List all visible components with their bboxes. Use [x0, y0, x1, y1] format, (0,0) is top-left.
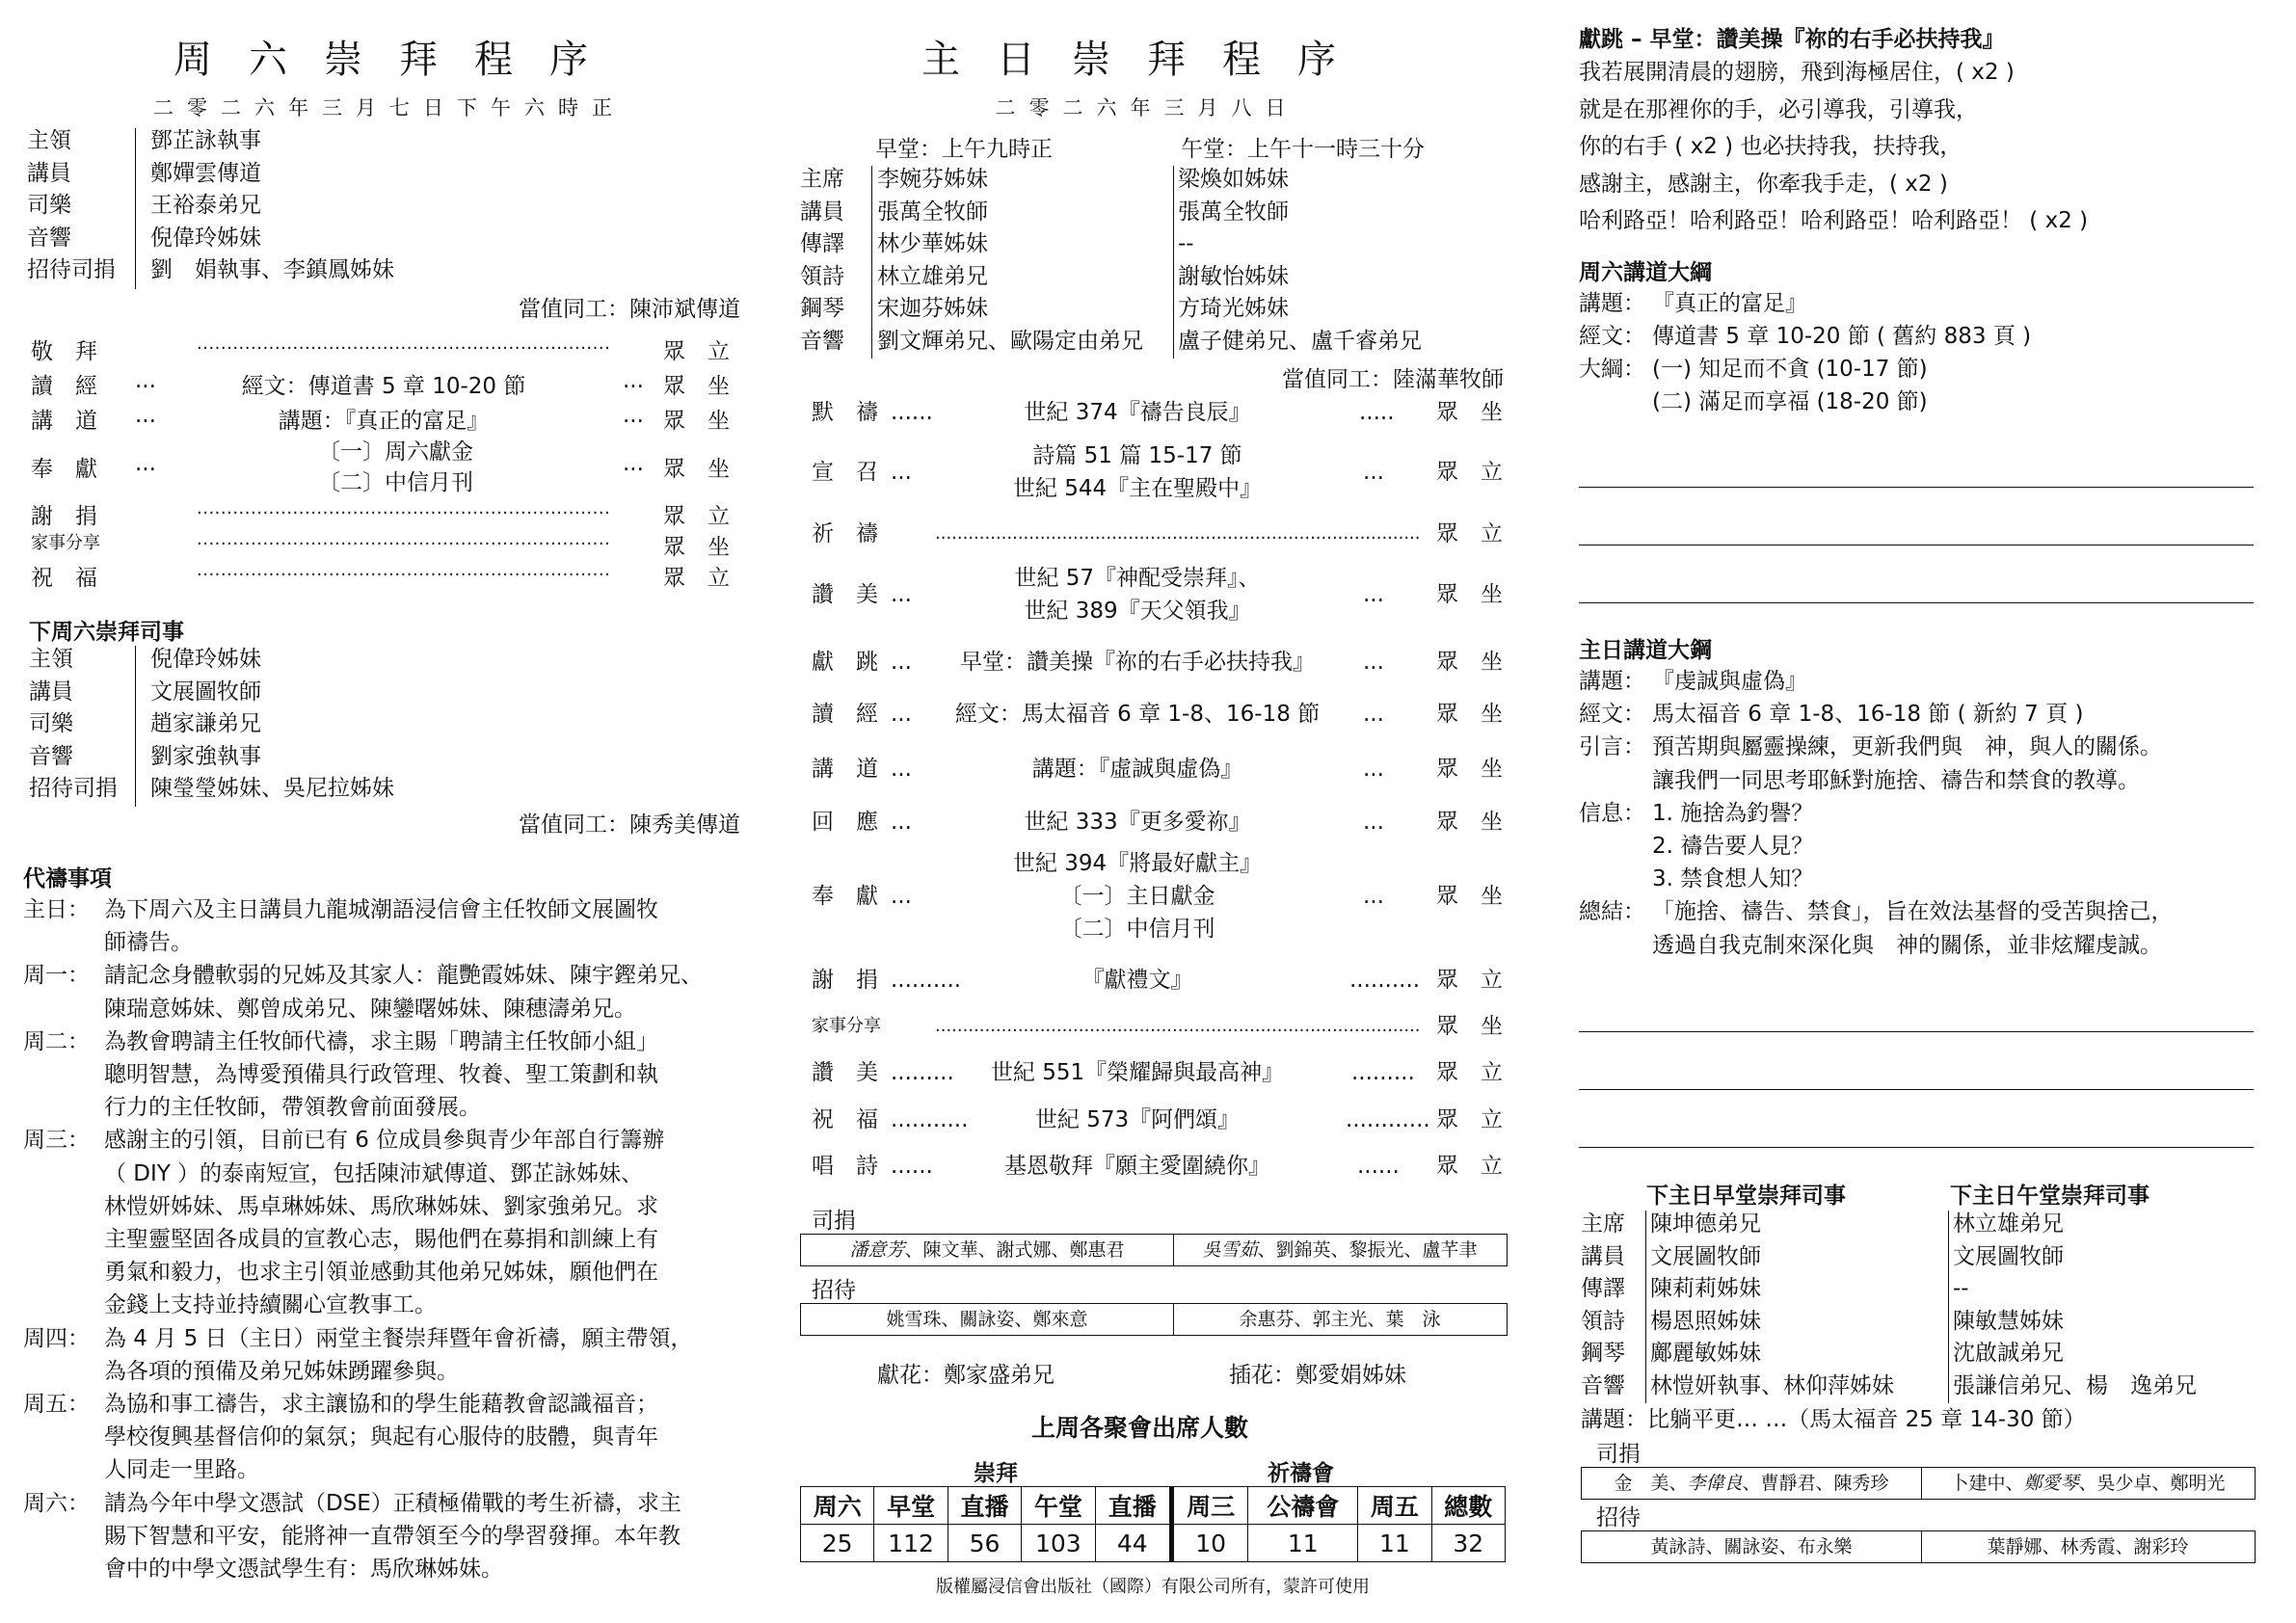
order-dots-right: ... [1363, 884, 1384, 909]
prayer-line: 聰明智慧，為博愛預備具行政管理、牧養、聖工策劃和執 [104, 1062, 658, 1087]
offering-box [800, 1234, 1508, 1266]
order-dots-left: ......... [891, 1060, 954, 1085]
order-line: ........................................................................................ [935, 1016, 1421, 1036]
att-header: 早堂 [874, 1487, 948, 1525]
order-dots-right: ......... [1351, 1060, 1415, 1085]
order-dots-right: ... [1363, 810, 1384, 835]
prayer-line: 會中的中學文憑試學生有：馬欣琳姊妹。 [104, 1556, 503, 1582]
att-header: 總數 [1431, 1487, 1505, 1525]
order-item: 奉 獻 [812, 884, 878, 909]
role-row [29, 708, 742, 740]
order-dots-left: ........... [891, 1107, 969, 1132]
order-item: 宣 召 [812, 460, 878, 485]
order-dots-right: ............ [1346, 1107, 1430, 1132]
role-label: 音響 [27, 225, 71, 251]
order-dots-right: ... [623, 451, 644, 476]
role-row [1579, 1209, 2273, 1240]
order-item: 祝 福 [812, 1107, 878, 1132]
order-posture: 眾 坐 [663, 374, 730, 399]
order-dots-left: ... [891, 757, 912, 782]
att-header: 周三 [1171, 1487, 1247, 1525]
usher-pm: 余惠芬、郭主光、葉 泳 [1239, 1309, 1441, 1330]
order-line: 世紀 333『更多愛祢』 [1024, 810, 1251, 835]
order-dots-right: ... [1363, 582, 1384, 607]
prayer-line: 林愷妍姊妹、馬卓琳姊妹、馬欣琳姊妹、劉家強弟兄。求 [104, 1193, 658, 1219]
flowers: 獻花：鄭家盛弟兄 [877, 1363, 1055, 1388]
order-dots-left: ... [891, 810, 912, 835]
order-posture: 眾 立 [1436, 460, 1503, 485]
prayer-day: 周五： [23, 1392, 90, 1417]
role-row [1579, 1338, 2273, 1370]
att-value: 25 [801, 1525, 874, 1562]
att-value: 10 [1171, 1525, 1247, 1562]
order-posture: 眾 坐 [1436, 884, 1503, 909]
role-label: 講員 [1581, 1243, 1625, 1269]
order-dots-right: ..... [1359, 400, 1395, 425]
order-item: 家事分享 [31, 533, 100, 553]
order-dots-right: ... [1363, 702, 1384, 727]
sun-outline-title: 主日講道大鋼 [1579, 638, 1712, 663]
outline-label: 信息： [1579, 800, 1645, 826]
order-item: 祈 禱 [812, 521, 878, 546]
order-item: 獻 跳 [812, 650, 878, 675]
prayer-day: 周三： [23, 1128, 90, 1154]
order-posture: 眾 坐 [1436, 702, 1503, 727]
outline-text: 預苦期與屬靈操練，更新我們與 神，與人的關係。 [1652, 734, 2162, 760]
dance-line: 哈利路亞！哈利路亞！哈利路亞！哈利路亞！ ( x2 ) [1579, 208, 2089, 233]
next-offering-box [1581, 1467, 2256, 1500]
role-label: 傳譯 [1581, 1276, 1625, 1301]
usher-am: 姚雪珠、關詠姿、鄭來意 [886, 1309, 1088, 1330]
next-usher-am: 黃詠詩、關詠姿、布永樂 [1650, 1536, 1853, 1557]
order-item: 讀 經 [31, 374, 97, 399]
flower-arrangement: 插花：鄭愛娟姊妹 [1229, 1363, 1406, 1388]
role-row [800, 164, 1513, 196]
outline-label: 總結： [1579, 899, 1645, 925]
role-pm: -- [1953, 1276, 1969, 1301]
order-item: 家事分享 [812, 1016, 881, 1036]
role-row [27, 223, 740, 254]
order-dots-right: ... [1363, 650, 1384, 675]
order-dots-right: ... [1363, 757, 1384, 782]
order-item: 敬 拜 [31, 339, 97, 364]
role-value: 文展圖牧師 [150, 678, 261, 705]
order-dots-left: ...... [891, 1154, 933, 1179]
order-item: 講 道 [31, 409, 97, 434]
role-pm: 林立雄弟兄 [1953, 1211, 2064, 1237]
order-line: 世紀 374『禱告良辰』 [1024, 400, 1251, 425]
order-dots-left: ... [891, 582, 912, 607]
duty-staff: 當值同工：陳沛斌傳道 [519, 297, 740, 322]
offering-line: 〔一〕周六獻金 [318, 439, 473, 465]
outline-label: 講題： [1579, 291, 1645, 316]
offering-pm: 吳雪茹、劉錦英、黎振光、盧芊聿 [1202, 1239, 1478, 1261]
role-row [1579, 1273, 2273, 1305]
att-value: 44 [1095, 1525, 1171, 1562]
order-posture: 眾 坐 [1436, 650, 1503, 675]
order-posture: 眾 坐 [663, 409, 730, 434]
role-am: 林少華姊妹 [877, 231, 988, 256]
order-dots-left: ... [891, 702, 912, 727]
dance-line: 感謝主，感謝主，你牽我手走，( x2 ) [1579, 171, 1948, 197]
next-usher-box [1581, 1530, 2256, 1563]
role-value: 倪偉玲姊妹 [150, 647, 261, 672]
att-header: 直播 [1095, 1487, 1171, 1525]
usher-box [800, 1303, 1508, 1336]
order-dots-right: ... [623, 368, 644, 393]
order-item: 回 應 [812, 810, 878, 835]
role-am: 楊恩照姊妹 [1650, 1308, 1761, 1334]
prayer-day: 周二： [23, 1028, 90, 1054]
dance-line: 你的右手 ( x2 ) 也必扶持我，扶持我， [1579, 134, 1962, 159]
order-posture: 眾 坐 [1436, 1014, 1503, 1039]
page-title: 周六崇拜程序 [174, 38, 625, 82]
order-item: 唱 詩 [812, 1154, 878, 1179]
role-am: 陳坤德弟兄 [1650, 1211, 1761, 1237]
outline-text: 『虔誠與虛偽』 [1652, 669, 1807, 694]
role-row [800, 228, 1513, 260]
attendance-title: 上周各聚會出席人數 [1031, 1414, 1249, 1442]
role-label: 司樂 [27, 193, 71, 218]
prayer-line: 為 4 月 5 日（主日）兩堂主餐崇拜暨年會祈禱，願主帶領， [104, 1325, 693, 1351]
order-dots-right: .......... [1349, 968, 1421, 993]
outline-label: 經文： [1579, 324, 1645, 349]
order-line: 經文：馬太福音 6 章 1-8、16-18 節 [954, 702, 1321, 727]
role-label: 講員 [29, 678, 73, 705]
role-label: 司樂 [29, 711, 73, 736]
order-content: 講題：『真正的富足』 [278, 409, 490, 434]
role-label: 音響 [29, 743, 73, 769]
prayer-line: 師禱告。 [104, 930, 193, 956]
sunday-column [790, 0, 1513, 1623]
offering-label: 司捐 [812, 1209, 856, 1234]
outline-text: 『真正的富足』 [1652, 291, 1807, 316]
order-line: 世紀 573『阿們頌』 [1034, 1107, 1241, 1132]
role-label: 主席 [1581, 1211, 1625, 1237]
att-header: 周五 [1358, 1487, 1431, 1525]
role-row [1579, 1241, 2273, 1273]
order-item: 講 道 [812, 757, 878, 782]
prayer-line: 感謝主的引領，目前已有 6 位成員參與青少年部自行籌辦 [104, 1128, 665, 1154]
prayer-line: 金錢上支持並持續關心宣教事工。 [104, 1292, 437, 1318]
order-dots-left: ... [135, 403, 156, 428]
role-am: 林立雄弟兄 [877, 263, 988, 289]
outline-text: 2. 禱告要人見？ [1652, 834, 1814, 859]
role-am: 劉文輝弟兄、歐陽定由弟兄 [877, 328, 1143, 354]
order-item: 謝 捐 [812, 968, 878, 993]
role-am: 宋迦芬姊妹 [877, 296, 988, 321]
prayer-line: 行力的主任牧師，帶領教會前面發展。 [104, 1095, 481, 1121]
offering-am: 潘意芳、陳文華、謝式娜、鄭惠君 [849, 1239, 1125, 1261]
order-dots-left: ... [891, 650, 912, 675]
outline-text: (二) 滿足而享福 (18-20 節) [1652, 389, 1928, 414]
prayer-line: 請為今年中學文憑試（DSE）正積極備戰的考生祈禱，求主 [104, 1490, 681, 1516]
order-posture: 眾 坐 [663, 457, 730, 482]
prayer-title: 代禱事項 [23, 866, 112, 891]
order-line: 世紀 57『神配受崇拜』、 [1014, 566, 1261, 591]
dance-line: 我若展開清晨的翅膀，飛到海極居住，( x2 ) [1579, 60, 2015, 85]
role-value: 鄧芷詠執事 [150, 128, 261, 153]
order-line: ........................................................................................ [935, 523, 1421, 544]
order-line: 世紀 544『主在聖殿中』 [1012, 476, 1263, 501]
order-posture: 眾 坐 [1436, 810, 1503, 835]
role-row [27, 125, 740, 157]
role-label: 講員 [800, 199, 844, 225]
outline-text: 透過自我克制來深化與 神的關係，並非炫耀虔誠。 [1652, 932, 2162, 958]
att-value: 32 [1431, 1525, 1505, 1562]
role-pm: 張謙信弟兄、楊 逸弟兄 [1953, 1372, 2197, 1398]
role-row [29, 741, 742, 773]
role-value: 陳瑩瑩姊妹、吳尼拉姊妹 [150, 776, 394, 801]
role-label: 鋼琴 [800, 296, 844, 321]
role-value: 劉家強執事 [150, 743, 261, 769]
order-posture: 眾 立 [663, 566, 730, 591]
dance-line: 就是在那裡你的手，必引導我，引導我， [1579, 96, 1978, 122]
role-row [800, 261, 1513, 293]
outline-label: 經文： [1579, 702, 1645, 728]
order-dots: ..................................................................... [197, 529, 611, 549]
role-label: 招待司捐 [27, 257, 116, 282]
att-header: 公禱會 [1248, 1487, 1358, 1525]
sunday-date: 二零二六年三月八日 [995, 96, 1299, 120]
next-duty-staff: 當值同工：陳秀美傳道 [519, 812, 740, 838]
prayer-line: 勇氣和毅力，也求主引領並感動其他弟兄姊妹，願他們在 [104, 1260, 658, 1286]
role-row [800, 293, 1513, 325]
role-am: 張萬全牧師 [877, 199, 988, 225]
order-line: 世紀 389『天父領我』 [1024, 599, 1251, 624]
next-offering-label: 司捐 [1596, 1442, 1641, 1467]
copyright: 版權屬浸信會出版社（國際）有限公司所有，蒙許可使用 [936, 1577, 1370, 1597]
order-line: 『獻禮文』 [1081, 968, 1193, 993]
order-line: 講題：『虛誠與虛偽』 [1031, 757, 1243, 782]
next-am-title: 下主日早堂崇拜司事 [1646, 1184, 1846, 1209]
order-dots-left: ... [135, 368, 156, 393]
attendance-table [800, 1486, 1506, 1562]
usher-label: 招待 [812, 1278, 856, 1303]
prayer-line: 為各項的預備及弟兄姊妹踴躍參與。 [104, 1358, 459, 1384]
order-line: 〔二〕中信月刊 [1059, 917, 1215, 942]
order-item: 奉 獻 [31, 457, 97, 482]
order-posture: 眾 坐 [1436, 757, 1503, 782]
role-am: 林愷妍執事、林仰萍姊妹 [1650, 1372, 1894, 1398]
noon-time: 午堂：上午十一時三十分 [1181, 137, 1425, 162]
order-dots-right: ...... [1357, 1154, 1400, 1179]
outline-text: (一) 知足而不貪 (10-17 節) [1652, 357, 1928, 382]
role-row [29, 644, 742, 676]
role-label: 講員 [27, 160, 71, 186]
role-row [800, 326, 1513, 358]
role-row [29, 677, 742, 708]
dance-title: 獻跳 – 早堂：讚美操『祢的右手必扶持我』 [1579, 27, 2005, 52]
prayer-day: 周六： [23, 1490, 90, 1516]
role-am: 陳莉莉姊妹 [1650, 1276, 1761, 1301]
role-am: 鄺麗敏姊妹 [1650, 1341, 1761, 1366]
order-dots-left: ...... [891, 400, 933, 425]
role-label: 領詩 [1581, 1308, 1625, 1334]
order-posture: 眾 立 [1436, 521, 1503, 546]
prayer-line: 陳瑞意姊妹、鄭曾成弟兄、陳鑾曙姊妹、陳穗濤弟兄。 [104, 996, 636, 1022]
order-posture: 眾 坐 [663, 535, 730, 560]
role-label: 招待司捐 [29, 776, 118, 801]
outline-text: 讓我們一同思考耶穌對施捨、禱告和禁食的教導。 [1652, 767, 2140, 793]
order-posture: 眾 立 [1436, 1107, 1503, 1132]
role-pm: 文展圖牧師 [1953, 1243, 2064, 1269]
role-pm: 謝敏怡姊妹 [1178, 263, 1289, 289]
order-posture: 眾 立 [663, 339, 730, 364]
role-pm: 梁煥如姊妹 [1178, 167, 1289, 192]
role-label: 音響 [1581, 1372, 1625, 1398]
order-posture: 眾 立 [663, 504, 730, 529]
role-label: 主領 [27, 128, 71, 153]
order-dots-left: ... [135, 451, 156, 476]
outline-text: 「施捨、禱告、禁食」，旨在效法基督的受苦與捨己， [1652, 899, 2174, 925]
next-pm-title: 下主日午堂崇拜司事 [1950, 1184, 2149, 1209]
role-label: 音響 [800, 328, 844, 354]
order-dots: ..................................................................... [197, 333, 611, 354]
prayer-line: 為協和事工禱告，求主讓協和的學生能藉教會認識福音； [104, 1392, 658, 1417]
att-value: 103 [1022, 1525, 1095, 1562]
offering-line: 〔二〕中信月刊 [318, 470, 473, 495]
att-header: 周六 [801, 1487, 874, 1525]
next-sat-title: 下周六崇拜司事 [29, 620, 184, 645]
order-line: 〔一〕主日獻金 [1059, 884, 1215, 909]
order-dots: ..................................................................... [197, 560, 611, 580]
order-posture: 眾 立 [1436, 968, 1503, 993]
sat-outline-title: 周六講道大綱 [1579, 260, 1712, 285]
sunday-title: 主日崇拜程序 [921, 38, 1373, 82]
saturday-column [23, 0, 740, 1623]
order-item: 祝 福 [31, 566, 97, 591]
next-offering-pm: 卜建中、鄭愛琴、吳少卓、鄭明光 [1950, 1473, 2226, 1494]
prayer-day: 周一： [23, 963, 90, 989]
role-am: 李婉芬姊妹 [877, 167, 988, 192]
order-posture: 眾 坐 [1436, 582, 1503, 607]
order-item: 謝 捐 [31, 504, 97, 529]
prayer-line: （ DIY ）的泰南短宣，包括陳沛斌傳道、鄧芷詠姊妹、 [104, 1160, 644, 1186]
order-posture: 眾 坐 [1436, 400, 1503, 425]
order-line: 世紀 394『將最好獻主』 [1012, 851, 1263, 876]
prayer-line: 主聖靈堅固各成員的宣教心志，賜他們在募捐和訓練上有 [104, 1227, 658, 1252]
outline-label: 講題： [1579, 669, 1645, 694]
att-group-prayer: 祈禱會 [1268, 1461, 1334, 1486]
outline-text: 傳道書 5 章 10-20 節 ( 舊約 883 頁 ) [1652, 324, 2032, 349]
order-item: 讚 美 [812, 582, 878, 607]
role-row [1579, 1370, 2273, 1402]
prayer-line: 學校復興基督信仰的氣氛；與起有心服侍的肢體，與青年 [104, 1424, 658, 1450]
prayer-line: 請記念身體軟弱的兄姊及其家人：龍艷霞姊妹、陳宇鏗弟兄、 [104, 963, 703, 989]
order-dots-left: .......... [891, 968, 962, 993]
order-dots-left: ... [891, 460, 912, 485]
order-posture: 眾 立 [1436, 1154, 1503, 1179]
role-pm: 陳敏慧姊妹 [1953, 1308, 2064, 1334]
order-item: 讀 經 [812, 702, 878, 727]
outline-label: 大綱： [1579, 357, 1645, 382]
att-value: 112 [874, 1525, 948, 1562]
outline-text: 3. 禁食想人知？ [1652, 866, 1814, 892]
role-pm: 盧子健弟兄、盧千睿弟兄 [1178, 328, 1422, 354]
role-am: 文展圖牧師 [1650, 1243, 1761, 1269]
order-dots-left: ... [891, 884, 912, 909]
role-pm: 沈啟誠弟兄 [1953, 1341, 2064, 1366]
role-row [1579, 1306, 2273, 1338]
role-value: 鄭嬋雲傳道 [150, 160, 261, 186]
order-content: 經文：傳道書 5 章 10-20 節 [241, 374, 526, 399]
role-value: 趙家謙弟兄 [150, 711, 261, 736]
morning-time: 早堂：上午九時正 [875, 137, 1053, 162]
order-line: 基恩敬拜『願主愛圍繞你』 [1004, 1154, 1270, 1179]
order-item: 讚 美 [812, 1060, 878, 1085]
sunday-duty: 當值同工：陸滿華牧師 [1282, 367, 1504, 392]
next-offering-am: 金 美、李偉良、曹靜君、陳秀珍 [1614, 1473, 1889, 1494]
prayer-day: 主日： [23, 897, 90, 922]
order-dots-right: ... [1363, 460, 1384, 485]
att-value: 56 [948, 1525, 1021, 1562]
next-topic: 講題：比躺平更… …（馬太福音 25 章 14-30 節） [1581, 1407, 2086, 1432]
att-header: 直播 [948, 1487, 1021, 1525]
prayer-line: 為下周六及主日講員九龍城潮語浸信會主任牧師文展圖牧 [104, 897, 658, 922]
role-label: 領詩 [800, 263, 844, 289]
prayer-line: 人同走一里路。 [104, 1457, 259, 1483]
outline-label: 引言： [1579, 734, 1645, 760]
role-label: 主席 [800, 167, 844, 192]
order-line: 世紀 551『榮耀歸與最高神』 [990, 1060, 1285, 1085]
order-item: 默 禱 [812, 400, 878, 425]
prayer-day: 周四： [23, 1325, 90, 1351]
next-usher-pm: 葉靜娜、林秀霞、謝彩玲 [1987, 1536, 2189, 1557]
role-label: 主領 [29, 647, 73, 672]
right-column [1579, 0, 2273, 1623]
role-row [800, 197, 1513, 228]
role-label: 鋼琴 [1581, 1341, 1625, 1366]
role-row [27, 190, 740, 222]
outline-text: 1. 施捨為釣譽？ [1652, 800, 1814, 826]
service-date: 二零二六年三月七日下午六時正 [153, 96, 626, 120]
role-value: 王裕泰弟兄 [150, 193, 261, 218]
att-value: 11 [1248, 1525, 1358, 1562]
att-value: 11 [1358, 1525, 1431, 1562]
prayer-line: 為教會聘請主任牧師代禱，求主賜「聘請主任牧師小組」 [104, 1028, 658, 1054]
outline-text: 馬太福音 6 章 1-8、16-18 節 ( 新約 7 頁 ) [1652, 702, 2084, 728]
role-row [27, 158, 740, 190]
role-label: 傳譯 [800, 231, 844, 256]
prayer-line: 賜下智慧和平安，能將神一直帶領至今的學習發揮。本年教 [104, 1523, 681, 1549]
role-pm: 張萬全牧師 [1178, 199, 1289, 225]
order-dots-right: ... [623, 403, 644, 428]
role-value: 劉 娟執事、李鎮鳳姊妹 [150, 257, 394, 282]
role-pm: -- [1178, 231, 1194, 256]
role-value: 倪偉玲姊妹 [150, 225, 261, 251]
att-header: 午堂 [1022, 1487, 1095, 1525]
role-row [27, 254, 740, 286]
order-line: 詩篇 51 篇 15-17 節 [1032, 443, 1242, 468]
role-pm: 方琦光姊妹 [1178, 296, 1289, 321]
role-row [29, 773, 742, 805]
order-line: 早堂：讚美操『祢的右手必扶持我』 [960, 650, 1315, 675]
att-group-worship: 崇拜 [974, 1461, 1018, 1486]
next-usher-label: 招待 [1596, 1505, 1641, 1530]
order-dots: ..................................................................... [197, 498, 611, 519]
order-posture: 眾 立 [1436, 1060, 1503, 1085]
